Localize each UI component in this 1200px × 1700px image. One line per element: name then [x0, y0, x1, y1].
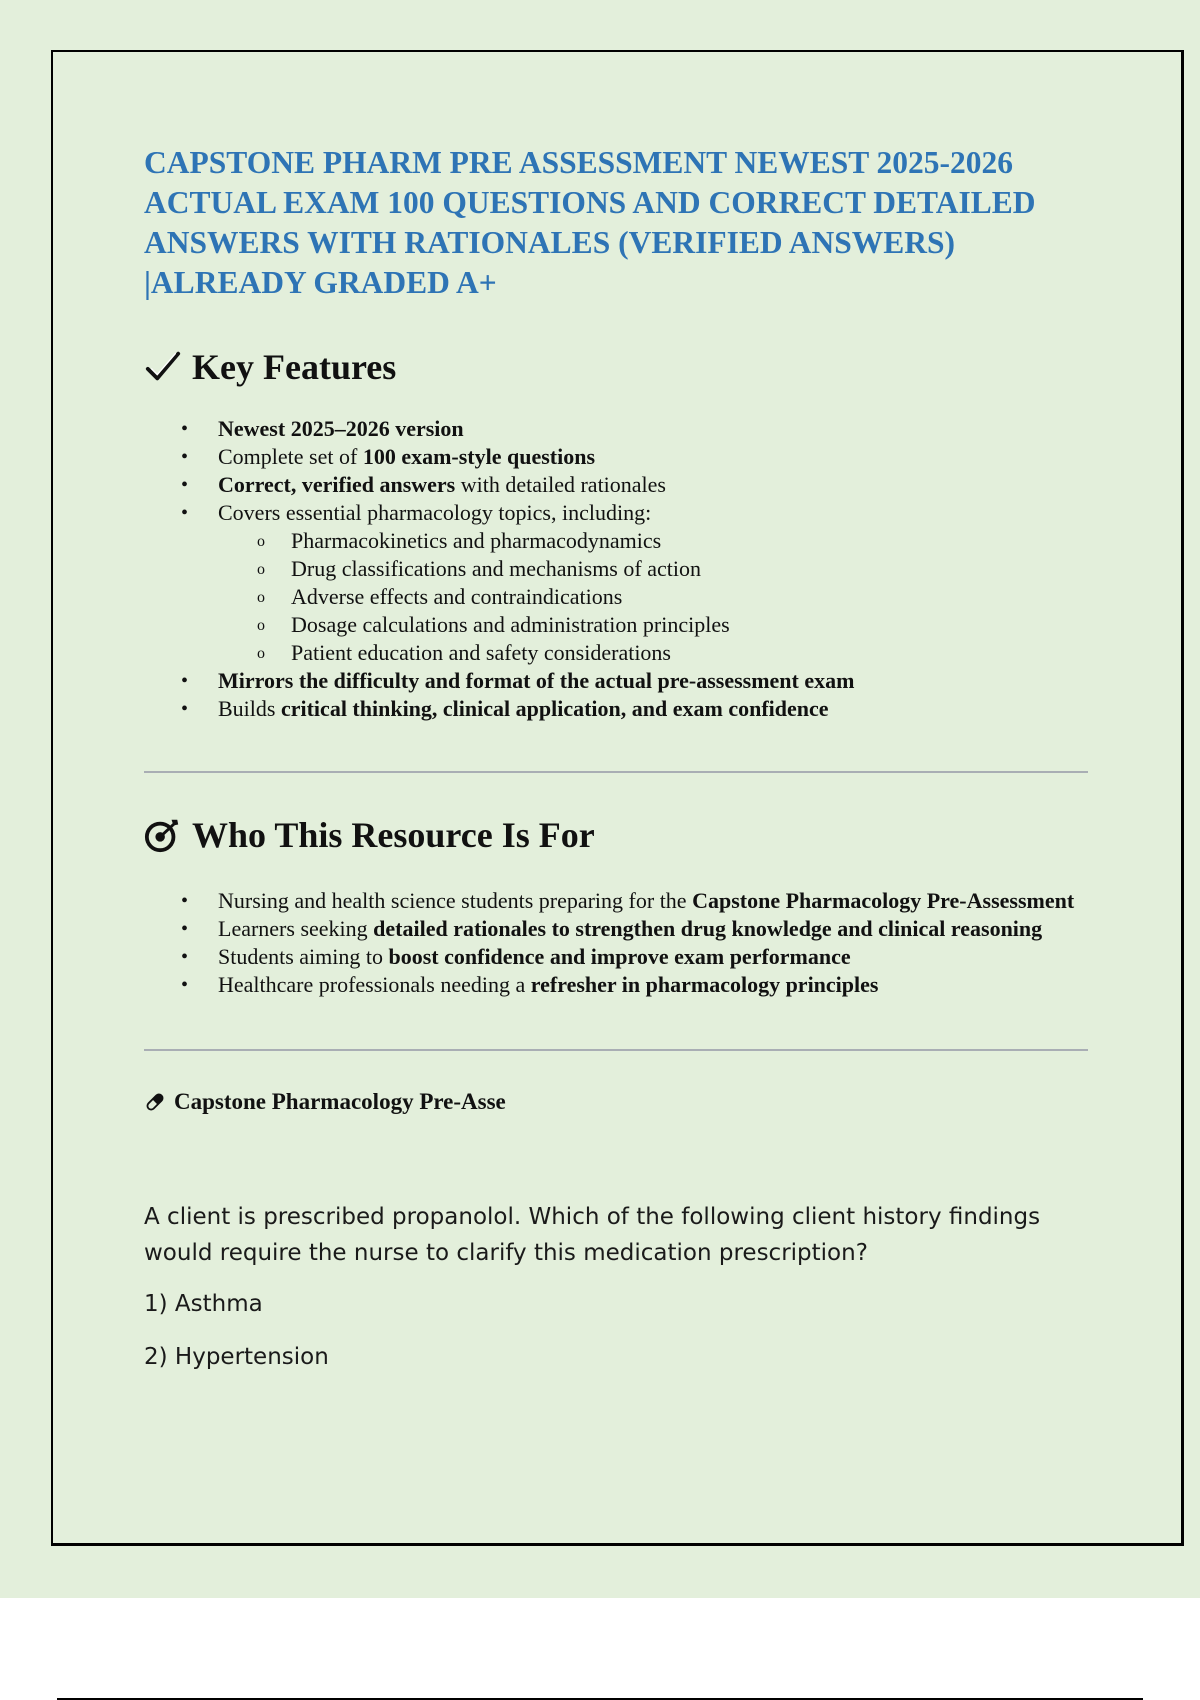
audience-heading: [144, 813, 1089, 857]
key-features-list: [144, 415, 1089, 723]
check-mark-icon: [144, 348, 182, 386]
list-item: • Students aiming to boost confidence and improve exam performance: [144, 943, 1089, 971]
sublist-item: o Drug classifications and mechanisms of action: [218, 555, 1089, 583]
key-features-heading: [144, 345, 1089, 389]
list-item: • Covers essential pharmacology topics, including: o Pharmacokinetics and pharmacodynamics o Drug classifications and mechanisms of action o Adverse effects and contraindications o Dosage calculations and administration principles o Patient education and safety considerations: [144, 499, 1089, 667]
audience-list: [144, 887, 1089, 999]
list-item: • Learners seeking detailed rationales to strengthen drug knowledge and clinical reasoning: [144, 915, 1089, 943]
target-icon: [144, 816, 182, 854]
list-item: • Mirrors the difficulty and format of the actual pre-assessment exam: [144, 667, 1089, 695]
pill-icon: [144, 1091, 166, 1113]
document-content: [144, 143, 1089, 1372]
list-item: • Newest 2025–2026 version: [144, 415, 1089, 443]
list-item: • Correct, verified answers with detailed rationales: [144, 471, 1089, 499]
answer-option: 1) Asthma: [144, 1291, 263, 1317]
sublist-item: o Dosage calculations and administration principles: [218, 611, 1089, 639]
list-item: • Complete set of 100 exam-style questions: [144, 443, 1089, 471]
sublist-item: o Adverse effects and contraindications: [218, 583, 1089, 611]
sample-heading: [144, 1089, 1089, 1115]
question-text: A client is prescribed propanolol. Which of the following client history findings would require the nurse to clarify this medication prescription?: [144, 1204, 1041, 1266]
sublist-item: o Pharmacokinetics and pharmacodynamics: [218, 527, 1089, 555]
document-title: CAPSTONE PHARM PRE ASSESSMENT NEWEST 2025-2026 ACTUAL EXAM 100 QUESTIONS AND CORRECT DETAILED ANSWERS WITH RATIONALES (VERIFIED ANSWERS) |ALREADY GRADED A+: [144, 145, 1036, 300]
answer-option: 2) Hypertension: [144, 1344, 329, 1370]
sublist-item: o Patient education and safety considerations: [218, 639, 1089, 667]
list-item: • Builds critical thinking, clinical application, and exam confidence: [144, 695, 1089, 723]
topics-sublist: [218, 527, 1089, 667]
key-features-title: Key Features: [192, 347, 397, 387]
list-item: • Healthcare professionals needing a refresher in pharmacology principles: [144, 971, 1089, 999]
audience-title: Who This Resource Is For: [192, 815, 595, 855]
list-item: • Nursing and health science students preparing for the Capstone Pharmacology Pre-Assessment: [144, 887, 1089, 915]
sample-title: Capstone Pharmacology Pre-Asse: [174, 1089, 506, 1114]
